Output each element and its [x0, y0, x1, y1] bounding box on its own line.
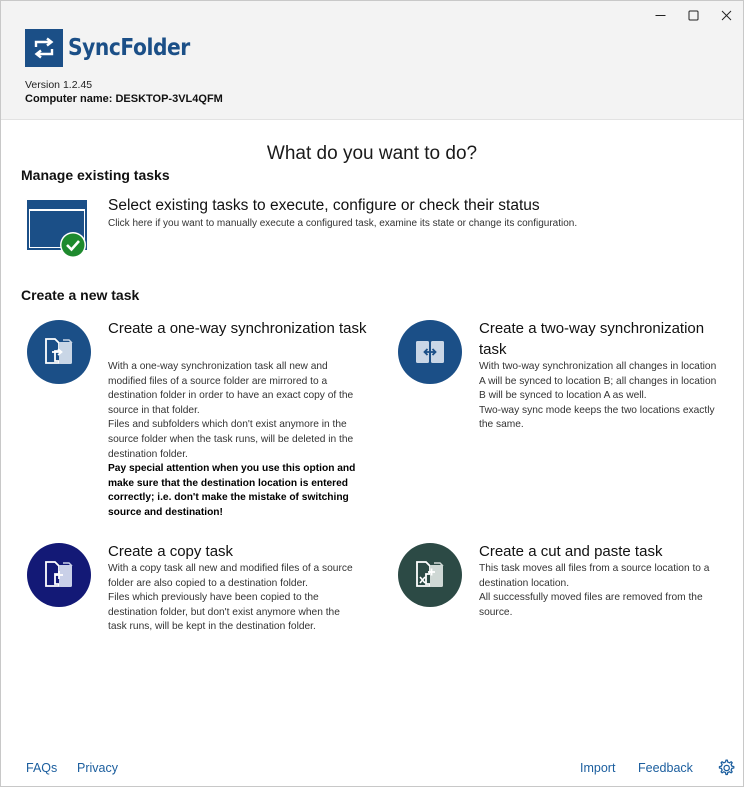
- two-way-sync-desc-2: Two-way sync mode keeps the two locations exactly the same.: [479, 404, 715, 431]
- minimize-button[interactable]: [644, 1, 677, 29]
- cut-paste-task-option[interactable]: [398, 543, 728, 623]
- app-header: [1, 1, 743, 120]
- maximize-button[interactable]: [677, 1, 710, 29]
- existing-tasks-description: Click here if you want to manually execute a configured task, examine its state or change its configuration.: [108, 218, 578, 229]
- app-name: SyncFolder: [68, 35, 190, 61]
- copy-task-description: [108, 562, 358, 635]
- window-controls: [644, 1, 743, 29]
- cut-paste-task-description: [479, 562, 724, 620]
- two-way-sync-title: Create a two-way synchronization task: [479, 320, 705, 358]
- faqs-link[interactable]: FAQs: [26, 761, 58, 775]
- import-link[interactable]: Import: [580, 761, 616, 775]
- privacy-link[interactable]: Privacy: [77, 761, 118, 775]
- app-version: Version 1.2.45: [25, 79, 93, 91]
- maximize-icon: [688, 10, 699, 21]
- gear-icon[interactable]: [716, 758, 736, 778]
- one-way-sync-task-option[interactable]: [27, 320, 367, 525]
- two-way-sync-description: [479, 360, 724, 433]
- copy-task-option[interactable]: [27, 543, 367, 638]
- copy-icon: [27, 543, 91, 607]
- minimize-icon: [655, 10, 666, 21]
- two-way-sync-task-option[interactable]: [398, 320, 728, 435]
- one-way-sync-warning: Pay special attention when you use this option and make sure that the destination location is entered correctly; i.e. don't make the mistake of switching source and destination!: [108, 463, 356, 518]
- cut-paste-desc-1: This task moves all files from a source location to a destination location.: [479, 563, 710, 589]
- close-icon: [721, 10, 732, 21]
- one-way-sync-desc-2: Files and subfolders which don't exist anymore in the source folder when the task runs, will be deleted in the destination folder.: [108, 419, 354, 460]
- sync-logo-icon: [25, 29, 63, 67]
- cut-paste-desc-2: All successfully moved files are removed from the source.: [479, 592, 703, 618]
- one-way-sync-description: [108, 360, 358, 521]
- computer-name: Computer name: DESKTOP-3VL4QFM: [25, 93, 223, 105]
- one-way-sync-desc-1: With a one-way synchronization task all new and modified files of a source folder are mirrored to a destination folder in order to have an exact copy of the source in that folder.: [108, 361, 354, 416]
- two-way-sync-desc-1: With two-way synchronization all changes in location A will be synced to location B; all changes in location B will be synced to location A as well.: [479, 361, 717, 402]
- close-button[interactable]: [710, 1, 743, 29]
- cut-paste-task-title: Create a cut and paste task: [479, 543, 663, 560]
- cut-paste-icon: [398, 543, 462, 607]
- one-way-sync-icon: [27, 320, 91, 384]
- one-way-sync-title: Create a one-way synchronization task: [108, 320, 367, 337]
- app-logo: [25, 29, 206, 67]
- copy-task-desc-2: Files which previously have been copied to the destination folder, but don't exist anymore when the task runs, will be kept in the destination folder.: [108, 592, 340, 633]
- window-check-icon: [27, 200, 89, 258]
- two-way-sync-icon: [398, 320, 462, 384]
- copy-task-title: Create a copy task: [108, 543, 234, 560]
- select-existing-tasks-option[interactable]: [27, 196, 727, 261]
- feedback-link[interactable]: Feedback: [638, 761, 693, 775]
- page-title: What do you want to do?: [266, 143, 478, 164]
- create-section-title: Create a new task: [21, 287, 140, 303]
- existing-tasks-title: Select existing tasks to execute, configure or check their status: [108, 197, 540, 214]
- copy-task-desc-1: With a copy task all new and modified files of a source folder are also copied to a destination folder.: [108, 563, 353, 589]
- manage-section-title: Manage existing tasks: [21, 167, 170, 183]
